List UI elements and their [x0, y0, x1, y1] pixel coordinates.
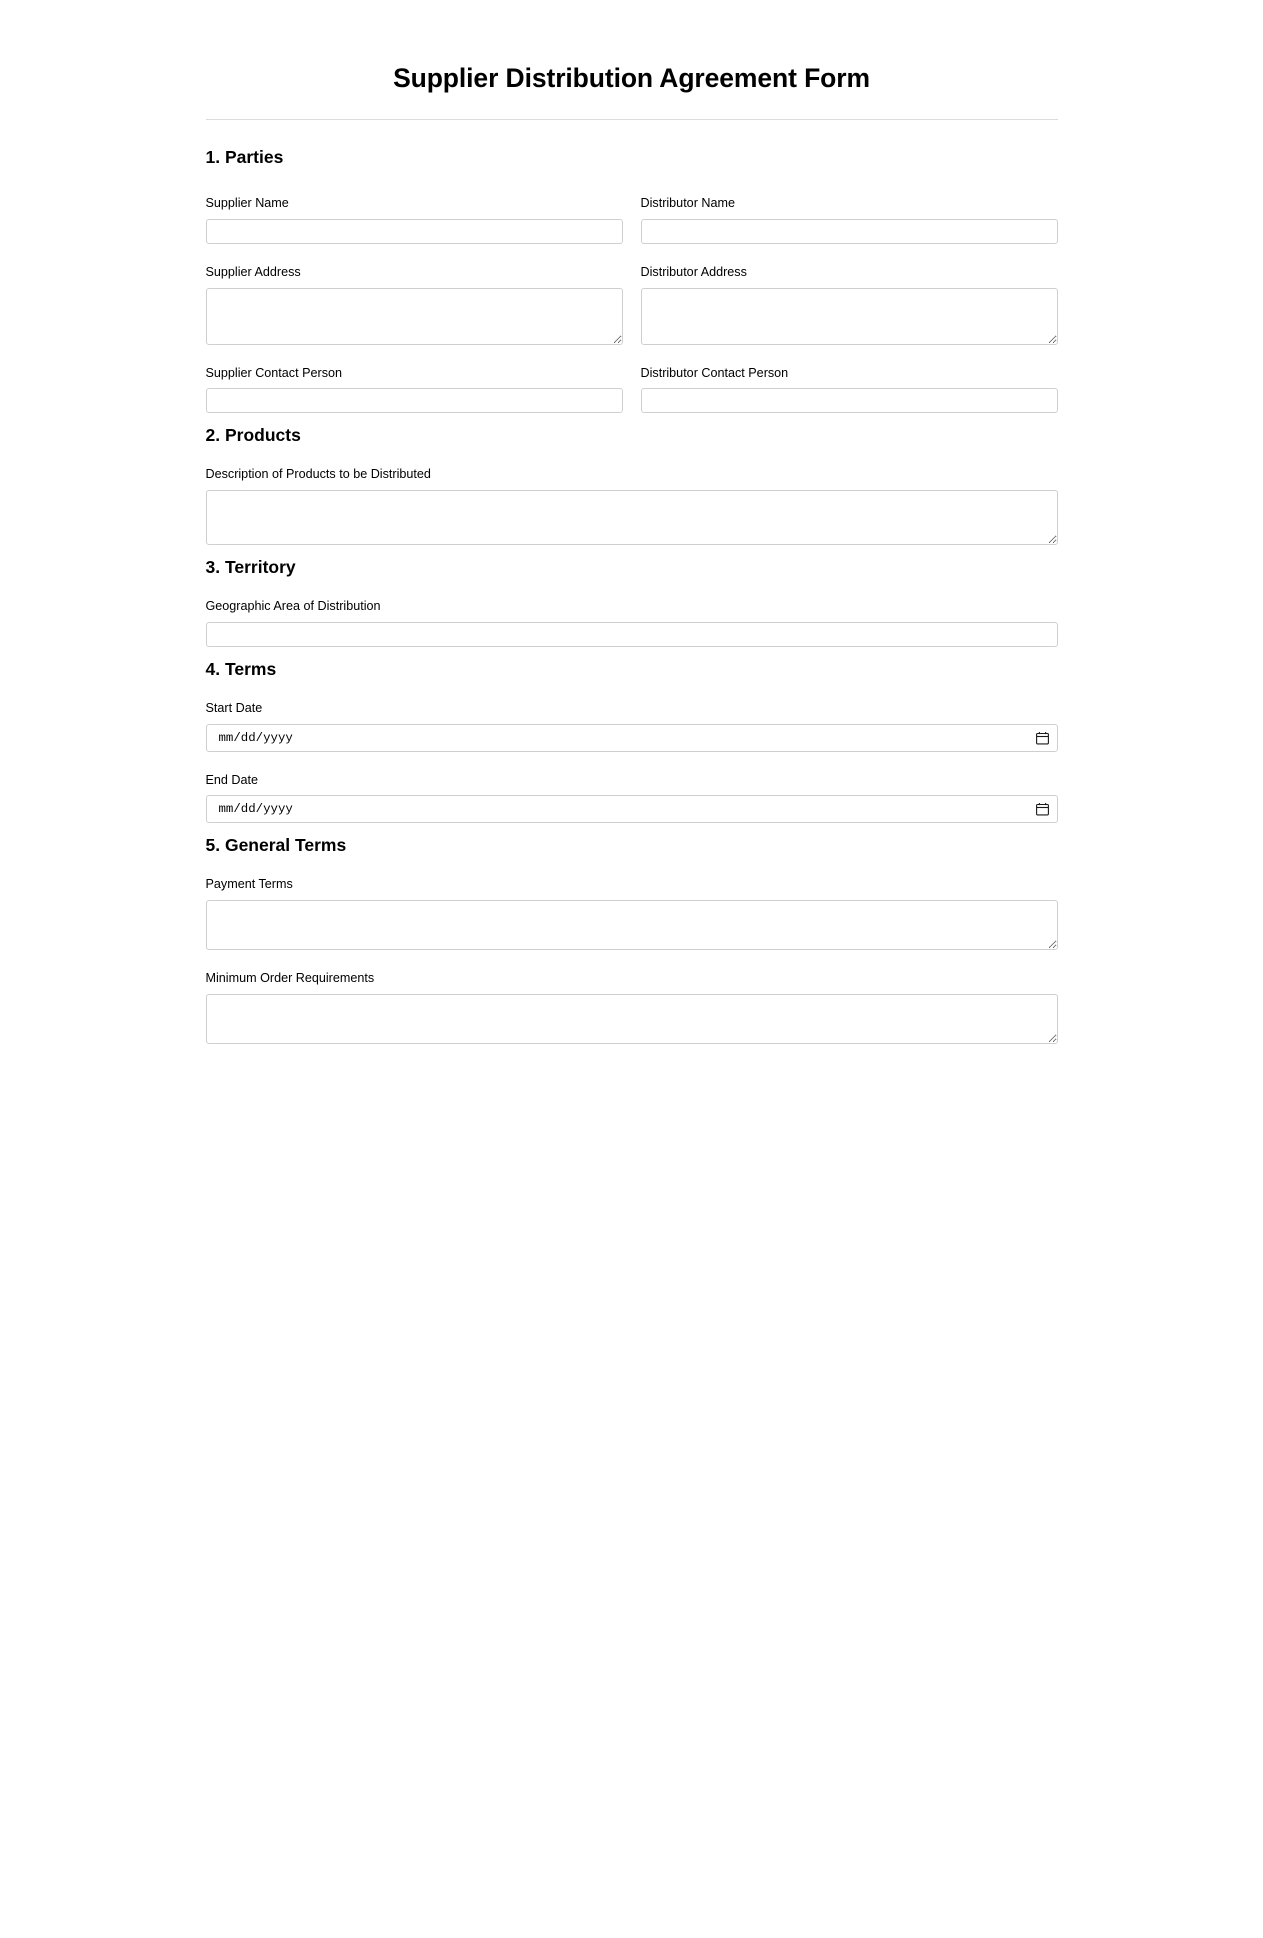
- supplier-contact-person-input[interactable]: [206, 388, 623, 413]
- field-supplier-contact-person: [206, 366, 623, 414]
- minimum-order-requirements-textarea[interactable]: [206, 994, 1058, 1044]
- distributor-contact-person-input[interactable]: [641, 388, 1058, 413]
- field-supplier-name: [206, 196, 623, 244]
- field-geographic-area: [206, 599, 1058, 647]
- distributor-address-textarea[interactable]: [641, 288, 1058, 345]
- section-heading-terms: 4. Terms: [205, 658, 277, 679]
- label-distributor-address: Distributor Address: [640, 264, 747, 279]
- field-distributor-name: [641, 196, 1058, 244]
- supplier-address-textarea[interactable]: [206, 288, 623, 345]
- field-product-description: [206, 467, 1058, 545]
- field-minimum-order-requirements: [206, 971, 1058, 1044]
- label-end-date: End Date: [205, 772, 259, 787]
- field-distributor-address: [641, 265, 1058, 345]
- section-heading-general-terms: 5. General Terms: [205, 835, 347, 856]
- calendar-icon[interactable]: [1036, 803, 1049, 816]
- field-end-date: [206, 773, 1058, 824]
- product-description-textarea[interactable]: [206, 490, 1058, 545]
- start-date-input[interactable]: [206, 724, 1058, 752]
- page-title: Supplier Distribution Agreement Form: [393, 63, 870, 93]
- label-supplier-name: Supplier Name: [205, 196, 289, 211]
- label-geographic-area: Geographic Area of Distribution: [205, 599, 381, 614]
- distributor-name-input[interactable]: [641, 219, 1058, 244]
- section-heading-products: 2. Products: [205, 425, 301, 446]
- title-divider: [206, 119, 1058, 120]
- start-date-placeholder: mm/dd/yyyy: [218, 730, 293, 745]
- end-date-placeholder: mm/dd/yyyy: [218, 802, 293, 817]
- supplier-name-input[interactable]: [206, 219, 623, 244]
- label-minimum-order-requirements: Minimum Order Requirements: [205, 971, 375, 985]
- geographic-area-input[interactable]: [206, 622, 1058, 647]
- label-start-date: Start Date: [205, 700, 263, 715]
- field-start-date: [206, 701, 1058, 752]
- label-payment-terms: Payment Terms: [205, 877, 293, 892]
- parties-grid: [206, 168, 1058, 413]
- label-supplier-contact-person: Supplier Contact Person: [205, 365, 343, 380]
- end-date-input[interactable]: [206, 795, 1058, 823]
- field-payment-terms: [206, 877, 1058, 950]
- section-heading-parties: 1. Parties: [205, 147, 284, 168]
- label-distributor-contact-person: Distributor Contact Person: [640, 365, 789, 380]
- section-heading-territory: 3. Territory: [205, 557, 296, 578]
- label-supplier-address: Supplier Address: [205, 264, 301, 279]
- calendar-icon[interactable]: [1036, 731, 1049, 744]
- field-distributor-contact-person: [641, 366, 1058, 414]
- field-supplier-address: [206, 265, 623, 345]
- label-distributor-name: Distributor Name: [640, 196, 735, 211]
- label-product-description: Description of Products to be Distributed: [205, 467, 431, 482]
- payment-terms-textarea[interactable]: [206, 900, 1058, 950]
- form-content-column: [206, 0, 1058, 1044]
